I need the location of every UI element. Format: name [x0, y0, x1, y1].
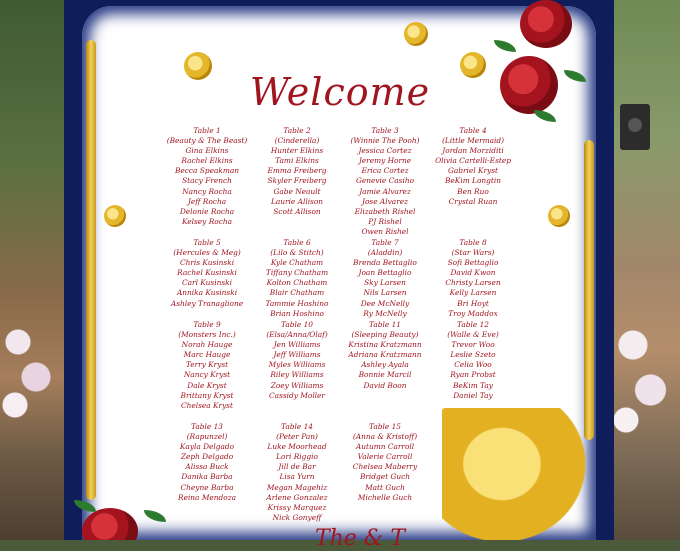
guest-name: Tammie Hoshino	[265, 298, 329, 308]
guest-name: Trevor Woo	[451, 340, 495, 350]
guest-name: Lori Riggio	[276, 452, 318, 462]
guest-name: Brian Hoshino	[270, 308, 324, 318]
guest-name: Reina Mendoza	[178, 492, 236, 502]
guest-name: Crystal Ruan	[448, 196, 498, 206]
table-theme: (Walle & Eve)	[447, 330, 499, 340]
guest-name: Carl Kusinski	[182, 278, 232, 288]
guest-name: Owen Rishel	[361, 226, 409, 236]
guest-name: Brittany Kryst	[180, 390, 234, 400]
table-block	[330, 422, 440, 503]
guest-name: Luke Moorhead	[267, 442, 327, 452]
guest-name: Jeff Rocha	[187, 196, 227, 206]
gold-vine-right	[584, 140, 594, 440]
guest-name: Kristina Kratzmann	[348, 340, 422, 350]
guest-name: Kelsey Rocha	[181, 216, 233, 226]
table-name: Table 5	[193, 238, 221, 247]
table-theme: (Monsters Inc.)	[178, 330, 236, 340]
beauty-and-beast-silhouette	[442, 408, 592, 540]
background-flowers-right	[605, 300, 675, 450]
table-name: Table 2	[283, 126, 311, 135]
guest-name: Laurie Allison	[270, 196, 324, 206]
guest-name: Myles Williams	[268, 360, 326, 370]
table-name: Table 13	[191, 422, 223, 431]
table-name: Table 9	[193, 320, 221, 329]
guest-name: Annika Kusinski	[176, 288, 238, 298]
table-name: Table 3	[371, 126, 399, 135]
gold-rose-icon	[104, 205, 126, 227]
guest-name: Dee McNelly	[360, 298, 410, 308]
guest-name: Nancy Kryst	[183, 370, 231, 380]
table-name: Table 7	[371, 238, 399, 247]
guest-name: Kayla Delgado	[179, 442, 235, 452]
guest-name: Jeff Williams	[273, 350, 321, 360]
background-flowers-left	[0, 300, 60, 440]
guest-name: Zeph Delgado	[180, 452, 234, 462]
table-theme: (Peter Pan)	[276, 432, 318, 442]
table-name: Table 11	[369, 320, 401, 329]
guest-name: Bridget Guch	[359, 472, 411, 482]
table-name: Table 15	[369, 422, 401, 431]
guest-name: Valerie Carroll	[357, 452, 413, 462]
guest-name: Blair Chatham	[269, 288, 325, 298]
guest-name: Nancy Rocha	[182, 186, 232, 196]
guest-name: Megan Magehiz	[266, 482, 328, 492]
table-name: Table 12	[457, 320, 489, 329]
guest-name: Norah Hauge	[181, 340, 233, 350]
guest-name: Delonie Rocha	[179, 206, 235, 216]
guest-name: Scott Allison	[273, 206, 321, 216]
guest-name: Cheyne Barba	[180, 482, 234, 492]
table-theme: (Elsa/Anna/Olaf)	[266, 330, 328, 340]
gold-rose-icon	[548, 205, 570, 227]
guest-name: Christy Larsen	[445, 278, 501, 288]
gold-rose-icon	[404, 22, 428, 46]
table-theme: (Star Wars)	[451, 248, 495, 258]
guest-name: Jeremy Horne	[358, 156, 412, 166]
guest-name: Nick Gonyeff	[272, 512, 322, 522]
guest-name: Daniel Tay	[453, 390, 493, 400]
welcome-title: Welcome	[249, 70, 431, 114]
table-name: Table 14	[281, 422, 313, 431]
guest-name: Jen Williams	[273, 340, 321, 350]
guest-name: Dale Kryst	[187, 380, 227, 390]
guest-name: Arlene Gonzalez	[266, 492, 328, 502]
red-rose-icon	[520, 0, 572, 48]
guest-name: Matt Guch	[365, 482, 405, 492]
guest-name: Elizabeth Rishel	[354, 206, 416, 216]
guest-name: Genevie Casiho	[355, 176, 415, 186]
guest-name: Jamie Alvarez	[359, 186, 411, 196]
guest-name: Adriana Kratzmann	[348, 350, 422, 360]
guest-name: Brenda Bettaglio	[353, 258, 417, 268]
guest-name: Erica Cortez	[361, 166, 409, 176]
guest-name: Troy Maddox	[448, 308, 498, 318]
footer-script-text: The & T	[314, 526, 406, 551]
guest-name: Riley Williams	[270, 370, 324, 380]
table-theme: (Rapunzel)	[186, 432, 228, 442]
guest-name: Sofi Bettaglio	[447, 258, 499, 268]
guest-name: Ashley Ayala	[361, 360, 409, 370]
guest-name: Chris Kusinski	[179, 258, 235, 268]
guest-name: Nils Larsen	[363, 288, 407, 298]
table-name: Table 10	[281, 320, 313, 329]
guest-name: Becca Speakman	[174, 166, 240, 176]
guest-name: Rachel Elkins	[181, 156, 233, 166]
table-theme: (Cinderella)	[274, 136, 320, 146]
guest-name: Jose Alvarez	[361, 196, 408, 206]
guest-name: Gabe Neault	[273, 186, 321, 196]
guest-name: Hunter Elkins	[270, 146, 324, 156]
guest-name: Olivia Cartelli-Estep	[435, 156, 511, 166]
guest-name: Cassidy Moller	[269, 390, 325, 400]
guest-name: Emma Freiberg	[267, 166, 327, 176]
guest-name: Kolton Chatham	[266, 278, 328, 288]
guest-name: Kyle Chatham	[270, 258, 324, 268]
guest-name: David Boon	[363, 380, 407, 390]
guest-name: BeKim Longtin	[445, 176, 501, 186]
table-theme: (Aladdin)	[367, 248, 403, 258]
guest-name: Kelly Larsen	[449, 288, 497, 298]
guest-name: Rachel Kusinski	[177, 268, 237, 278]
table-theme: (Lilo & Stitch)	[270, 248, 324, 258]
table-block	[418, 126, 528, 207]
guest-name: PJ Rishel	[368, 216, 402, 226]
table-theme: (Beauty & The Beast)	[166, 136, 248, 146]
guest-name: Leslie Szeto	[450, 350, 496, 360]
guest-name: Krissy Marquez	[267, 502, 327, 512]
guest-name: Marc Hauge	[183, 350, 231, 360]
guest-name: Bri Hoyt	[457, 298, 489, 308]
guest-name: Lisa Yurn	[279, 472, 315, 482]
guest-name: Terry Kryst	[185, 360, 229, 370]
table-name: Table 6	[283, 238, 311, 247]
table-theme: (Hercules & Meg)	[173, 248, 241, 258]
guest-name: Ry McNelly	[363, 308, 407, 318]
guest-name: Stacy French	[182, 176, 232, 186]
guest-name: Chelsea Kryst	[180, 400, 234, 410]
guest-name: Gina Elkins	[185, 146, 229, 156]
table-theme: (Winnie The Pooh)	[350, 136, 420, 146]
guest-name: Jordan Morziditi	[442, 146, 504, 156]
table-name: Table 1	[193, 126, 221, 135]
table-block	[418, 238, 528, 319]
guest-name: BeKim Tay	[453, 380, 493, 390]
guest-name: Jessica Cortez	[358, 146, 412, 156]
guest-name: Jill de Bar	[278, 462, 316, 472]
guest-name: Danika Barba	[181, 472, 233, 482]
guest-name: Ben Ruo	[457, 186, 489, 196]
table-theme: (Sleeping Beauty)	[351, 330, 419, 340]
guest-name: Zoey Williams	[270, 380, 324, 390]
guest-name: Michelle Guch	[357, 492, 413, 502]
guest-name: Alissa Buck	[185, 462, 229, 472]
table-name: Table 4	[459, 126, 487, 135]
guest-name: David Kwon	[450, 268, 496, 278]
guest-name: Sky Larsen	[364, 278, 406, 288]
table-name: Table 8	[459, 238, 487, 247]
guest-name: Tami Elkins	[275, 156, 319, 166]
table-block	[418, 320, 528, 401]
guest-name: Bonnie Marcil	[358, 370, 412, 380]
guest-name: Chelsea Maberry	[352, 462, 418, 472]
guest-name: Tiffany Chatham	[265, 268, 329, 278]
guest-name: Ryan Probst	[450, 370, 496, 380]
table-theme: (Little Mermaid)	[441, 136, 505, 146]
guest-name: Celia Woo	[454, 360, 492, 370]
guest-name: Joan Bettaglio	[358, 268, 412, 278]
guest-name: Gabriel Kryst	[447, 166, 499, 176]
guest-name: Skyler Freiberg	[267, 176, 327, 186]
table-theme: (Anna & Kristoff)	[352, 432, 418, 442]
guest-name: Autumn Carroll	[355, 442, 415, 452]
guest-name: Ashley Tranaglione	[170, 298, 244, 308]
